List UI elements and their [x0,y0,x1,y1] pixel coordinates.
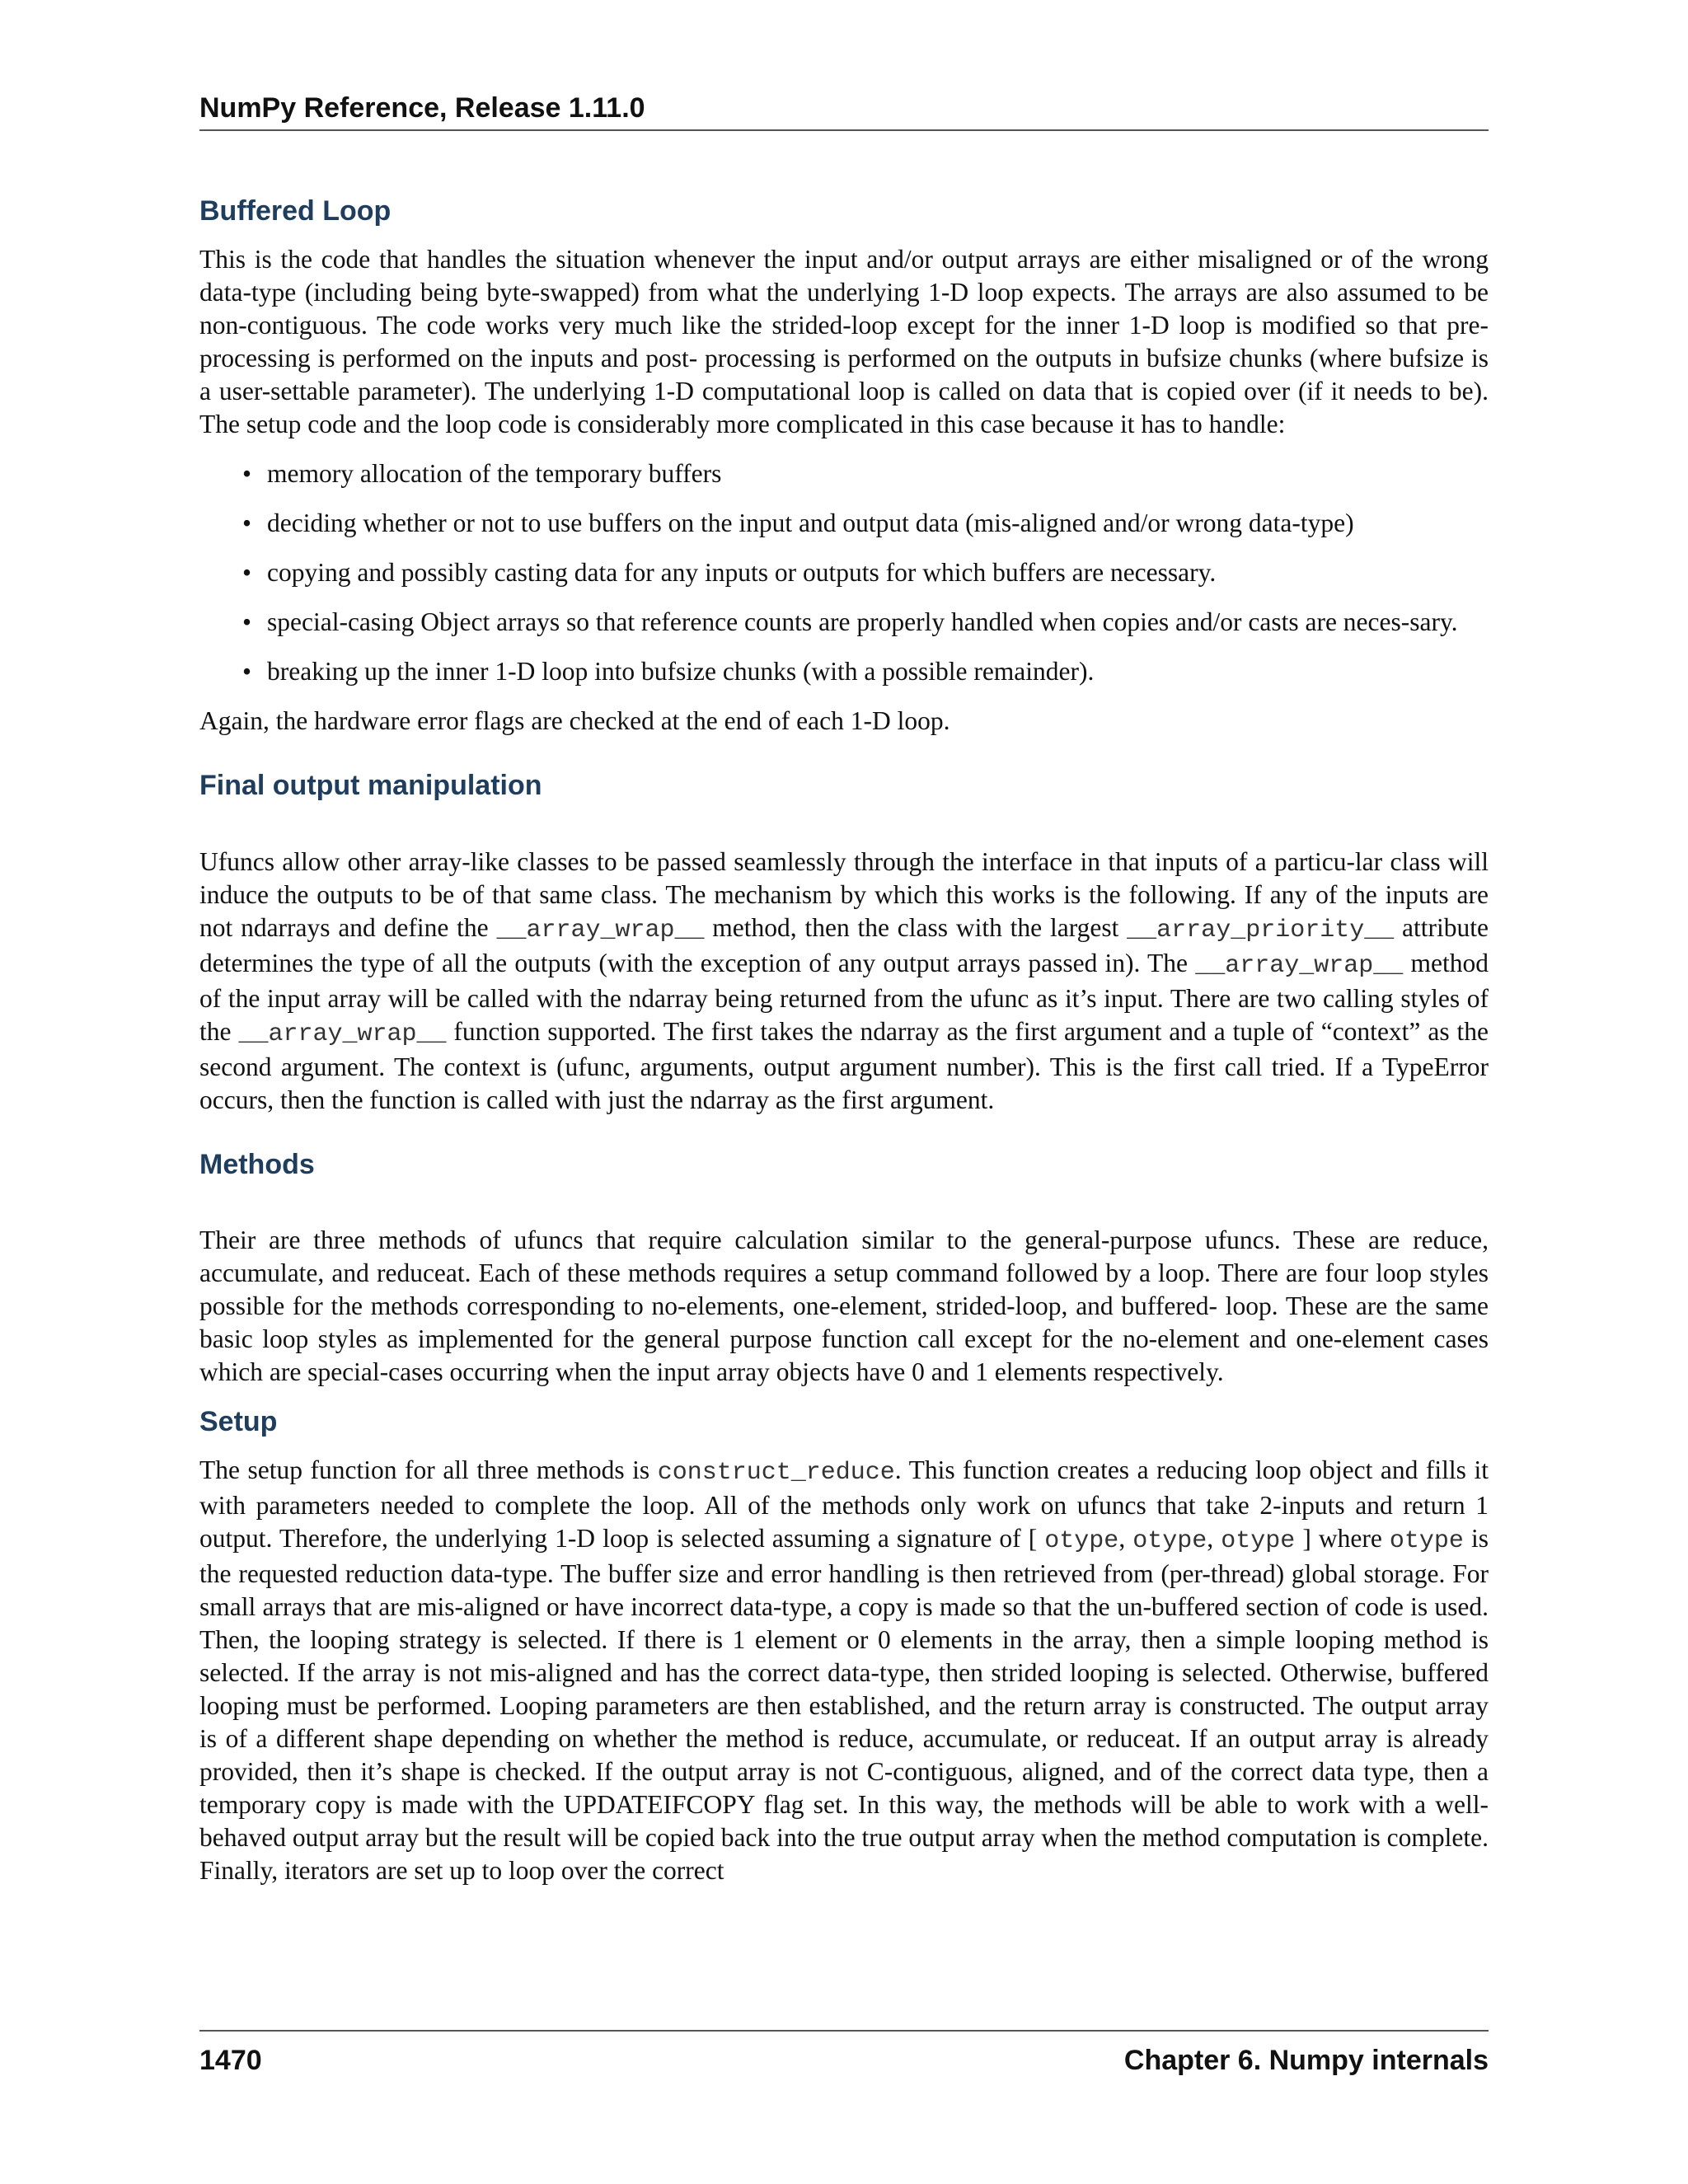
bullet-item: • breaking up the inner 1-D loop into bufsize chunks (with a possible remainder). [267,655,1489,688]
paragraph-methods: Their are three methods of ufuncs that require calculation similar to the general-purpose ufuncs. These are reduce, accumulate, and reduceat. Each of these methods requires a setup command followed by a loop. There are four loop styles possible for the methods corresponding to no-elements, one-element, strided-loop, and buffered- loop. These are the same basic loop styles as implemented for the general purpose function call except for the no-element and one-element cases which are special-cases occurring when the input array objects have 0 and 1 elements respectively. [199,1226,1489,1387]
page-footer [199,2030,1489,2077]
paragraph-buffered-intro: This is the code that handles the situation whenever the input and/or output arrays are either misaligned or of the wrong data-type (including being byte-swapped) from what the underlying 1-D loop expects. The arrays are also assumed to be non-contiguous. The code works very much like the strided-loop except for the inner 1-D loop is modified so that pre-processing is performed on the inputs and post- processing is performed on the outputs in bufsize chunks (where bufsize is a user-settable parameter). The underlying 1-D computational loop is called on data that is copied over (if it needs to be). The setup code and the loop code is considerably more complicated in this case because it has to handle: [199,244,1489,438]
heading-final-output: Final output manipulation [199,769,542,801]
bullet-list [199,457,1489,688]
bullet-item: • copying and possibly casting data for any inputs or outputs for which buffers are necessary. [267,556,1489,589]
running-header: NumPy Reference, Release 1.11.0 [199,92,1489,131]
heading-setup: Setup [199,1406,278,1438]
paragraph-final-output: Ufuncs allow other array-like classes to be passed seamlessly through the interface in that inputs of a particu-lar class will induce the outputs to be of that same class. The mechanism by which this works is the following. If any of the inputs are not ndarrays and define the __array_wrap__ method, then the class with the largest __array_priority__ attribute determines the type of all the outputs (with the exception of any output arrays passed in). The __array_wrap__ method of the input array will be called with the ndarray being returned from the ufunc as it’s input. There are two calling styles of the __array_wrap__ function supported. The first takes the ndarray as the first argument and a tuple of “context” as the second argument. The context is (ufunc, arguments, output argument number). This is the first call tried. If a TypeError occurs, then the function is called with just the ndarray as the first argument. [199,846,1489,1114]
bullet-item: • deciding whether or not to use buffers on the input and output data (mis-aligned and/or wrong data-type) [267,507,1489,540]
heading-methods: Methods [199,1148,315,1180]
chapter-title: Chapter 6. Numpy internals [1123,2045,1489,2076]
paragraph-buffered-outro: Again, the hardware error flags are checked at the end of each 1-D loop. [199,705,950,735]
heading-buffered-loop: Buffered Loop [199,195,392,227]
page-content [199,194,1489,1904]
paragraph-setup: The setup function for all three methods is construct_reduce. This function creates a reducing loop object and fills it with parameters needed to complete the loop. All of the methods only work on ufuncs that take 2-inputs and return 1 output. Therefore, the underlying 1-D loop is selected assuming a signature of [ otype, otype, otype ] where otype is the requested reduction data-type. The buffer size and error handling is then retrieved from (per-thread) global storage. For small arrays that are mis-aligned or have incorrect data-type, a copy is made so that the un-buffered section of code is used. Then, the looping strategy is selected. If there is 1 element or 0 elements in the array, then a simple looping method is selected. If the array is not mis-aligned and has the correct data-type, then strided looping is selected. Otherwise, buffered looping must be performed. Looping parameters are then established, and the return array is constructed. The output array is of a different shape depending on whether the method is reduce, accumulate, or reduceat. If an output array is already provided, then it’s shape is checked. If the output array is not C-contiguous, aligned, and of the correct data type, then a temporary copy is made with the UPDATEIFCOPY flag set. In this way, the methods will be able to work with a well-behaved output array but the result will be copied back into the true output array when the method computation is complete. Finally, iterators are set up to loop over the correct [199,1455,1489,1886]
bullet-item: • special-casing Object arrays so that reference counts are properly handled when copies and/or casts are neces-sary. [267,606,1489,639]
bullet-item: • memory allocation of the temporary buffers [267,457,1489,490]
page [199,0,1489,2184]
page-number: 1470 [199,2045,262,2076]
